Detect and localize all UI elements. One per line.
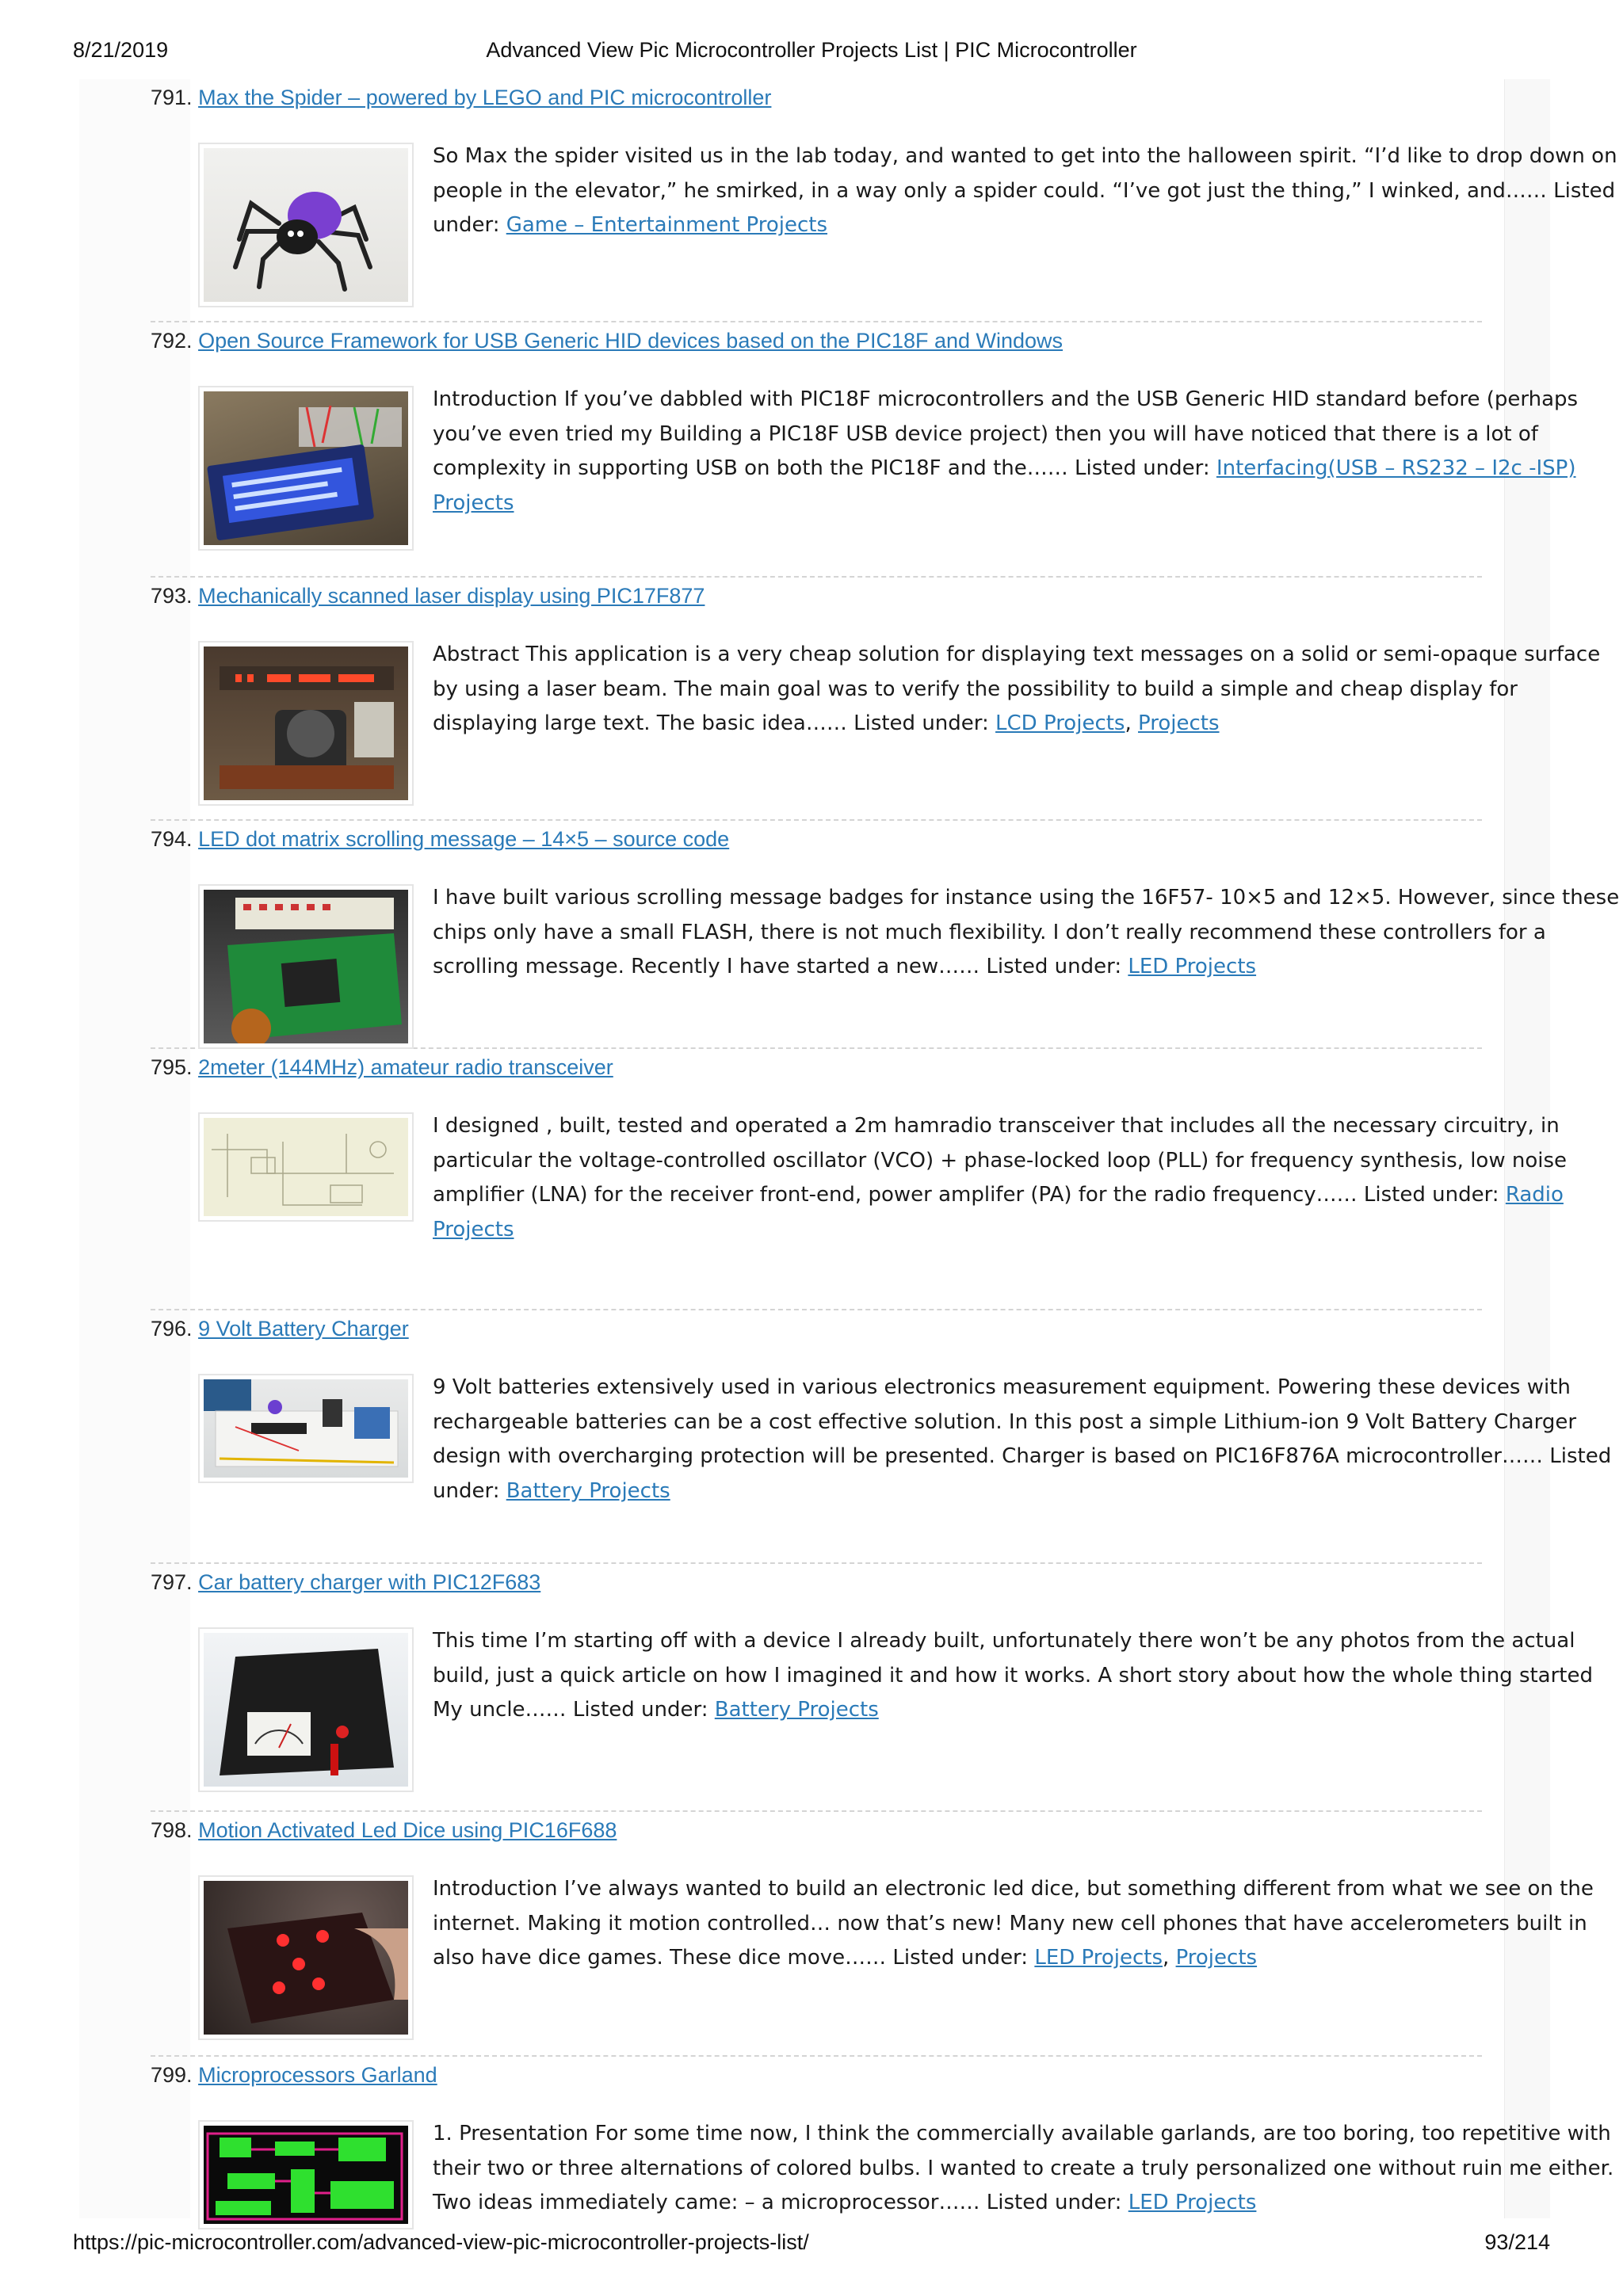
laser-display-photo (204, 646, 408, 800)
project-number: 796. (151, 1317, 193, 1341)
project-thumbnail[interactable] (198, 2120, 414, 2229)
lcd-breadboard-photo (204, 391, 408, 545)
listed-under-label: Listed under: (433, 1444, 1612, 1503)
project-excerpt: Introduction If you’ve dabbled with PIC18F microcontrollers and the USB Generic HID standard before (perhaps you’ve even tried my Building a PIC18F USB device project) then you will have noticed that there is a lot of complexity in supporting USB on both the PIC18F and the…… (433, 387, 1579, 480)
project-title-line (151, 329, 1063, 353)
project-title-link[interactable]: Open Source Framework for USB Generic HID devices based on the PIC18F and Windows (198, 329, 1064, 353)
project-item (151, 1812, 1594, 2057)
category-link[interactable]: LED Projects (1034, 1946, 1163, 1970)
listed-under-label: Listed under: (1363, 1183, 1499, 1207)
led-matrix-photo (204, 890, 408, 1043)
project-number: 795. (151, 1055, 193, 1079)
project-title-link[interactable]: Microprocessors Garland (198, 2063, 437, 2087)
listed-under-label: Listed under: (986, 955, 1122, 978)
project-title-line (151, 1818, 617, 1843)
listed-under-label: Listed under: (433, 178, 1616, 237)
project-title-line (151, 1055, 613, 1080)
battery-charger-breadboard-photo (204, 1379, 408, 1478)
project-thumbnail[interactable] (198, 386, 414, 551)
project-item (151, 322, 1579, 578)
project-title-link[interactable]: 9 Volt Battery Charger (198, 1317, 409, 1341)
category-link[interactable]: LED Projects (1128, 955, 1257, 978)
radio-schematic (204, 1118, 408, 1216)
project-number: 797. (151, 1570, 193, 1594)
project-title-link[interactable]: Max the Spider – powered by LEGO and PIC microcontroller (198, 86, 772, 109)
project-thumbnail[interactable] (198, 641, 414, 806)
project-description (433, 1109, 1621, 1247)
category-link[interactable]: Battery Projects (714, 1698, 879, 1722)
category-link[interactable]: LED Projects (1128, 2191, 1257, 2214)
project-title-line (151, 1317, 409, 1341)
listed-under-label: Listed under: (986, 2191, 1122, 2214)
project-title-line (151, 827, 729, 852)
project-item (151, 2057, 1614, 2231)
project-description (433, 139, 1621, 243)
project-title-link[interactable]: Mechanically scanned laser display using PIC17F877 (198, 584, 705, 608)
category-link[interactable]: LCD Projects (995, 711, 1125, 735)
project-thumbnail[interactable] (198, 1627, 414, 1792)
project-list (151, 79, 1620, 2231)
project-thumbnail[interactable] (198, 143, 414, 307)
project-excerpt: Introduction I’ve always wanted to build an electronic led dice, but something different from what we see on the internet. Making it motion controlled… now that’s new! Many new cell phones that have accelerometers built in also have dice games. These dice move…… (433, 1877, 1594, 1970)
project-thumbnail[interactable] (198, 1875, 414, 2040)
category-link[interactable]: Projects (1138, 711, 1220, 735)
project-title-link[interactable]: Car battery charger with PIC12F683 (198, 1570, 541, 1594)
project-item (151, 821, 1620, 1049)
category-link[interactable]: Projects (1175, 1946, 1258, 1970)
project-description: Abstract This application is a very cheap solution for displaying text messages on a solid or semi-opaque surface by using a laser beam. The main goal was to verify the possibility to build a simple and cheap display for displaying large text. The basic idea…… Listed under: LCD Projects, Projects (433, 643, 1601, 735)
project-excerpt: I designed , built, tested and operated a 2m hamradio transceiver that includes all the necessary circuitry, in particular the voltage-controlled oscillator (VCO) + phase-locked loop (PLL) for frequency synthesis, low noise amplifier (LNA) for the receiver front-end, power amplifer (PA) for the radio frequency…… (433, 1114, 1568, 1207)
category-link[interactable]: Game – Entertainment Projects (506, 213, 828, 237)
project-number: 793. (151, 584, 193, 608)
project-excerpt: I have built various scrolling message badges for instance using the 16F57- 10×5 and 12×5. However, since these chips only have a small FLASH, there is not much flexibility. I don’t really recommend these controllers for a scrolling message. Recently I have started a new…… (433, 886, 1620, 978)
listed-under-label: Listed under: (892, 1946, 1029, 1970)
project-description: Introduction I’ve always wanted to build an electronic led dice, but something different from what we see on the internet. Making it motion controlled… now that’s new! Many new cell phones that have accelerometers built in also have dice games. These dice move…… Listed under: LED Projects, Projects (433, 1877, 1594, 1970)
led-dice-photo (204, 1881, 408, 2035)
project-item (151, 79, 1617, 322)
footer-url: https://pic-microcontroller.com/advanced-view-pic-microcontroller-projects-list/ (73, 2230, 809, 2254)
category-link[interactable]: Battery Projects (506, 1478, 670, 1503)
project-description (433, 1624, 1621, 1728)
project-excerpt: 1. Presentation For some time now, I think the commercially available garlands, are too boring, too repetitive with their two or three alternations of colored bulbs. I wanted to create a truly personalized one without ruin me either. Two ideas immediately came: – a microprocessor…… (433, 2122, 1614, 2214)
page-number: 93/214 (1484, 2230, 1550, 2254)
project-item (151, 1564, 1593, 1812)
project-excerpt: Abstract This application is a very cheap solution for displaying text messages on a solid or semi-opaque surface by using a laser beam. The main goal was to verify the possibility to build a simple and cheap display for displaying large text. The basic idea…… (433, 643, 1601, 735)
project-item (151, 578, 1601, 821)
project-number: 792. (151, 329, 193, 353)
print-date: 8/21/2019 (73, 38, 169, 62)
project-title-line (151, 1570, 540, 1595)
listed-under-label: Listed under: (1075, 456, 1210, 480)
project-title-link[interactable]: Motion Activated Led Dice using PIC16F688 (198, 1818, 617, 1842)
project-item (151, 1310, 1612, 1564)
project-item (151, 1049, 1568, 1310)
project-number: 798. (151, 1818, 193, 1842)
spider-photo (204, 148, 408, 302)
project-title-line (151, 86, 771, 110)
category-link[interactable]: Radio Projects (433, 1183, 1564, 1241)
project-description (433, 2117, 1621, 2221)
project-number: 794. (151, 827, 193, 851)
pcb-layout (204, 2126, 408, 2224)
page-title: Advanced View Pic Microcontroller Projects List | PIC Microcontroller (486, 38, 1137, 62)
project-title-link[interactable]: LED dot matrix scrolling message – 14×5 – source code (198, 827, 730, 851)
project-description (433, 881, 1621, 985)
project-description (433, 383, 1621, 521)
listed-under-label: Listed under: (572, 1698, 708, 1722)
project-thumbnail[interactable] (198, 1112, 414, 1222)
category-link[interactable]: Interfacing(USB – RS232 – I2c -ISP) Projects (433, 456, 1576, 515)
project-excerpt: 9 Volt batteries extensively used in various electronics measurement equipment. Powering these devices with rechargeable batteries can be a cost effective solution. In this post a simple Lithium-ion 9 Volt Battery Charger design with overcharging protection will be presented. Charger is based on PIC16F876A microcontroller…… (433, 1375, 1577, 1468)
car-charger-box-photo (204, 1633, 408, 1787)
project-number: 791. (151, 86, 193, 109)
project-number: 799. (151, 2063, 193, 2087)
project-title-line (151, 2063, 437, 2088)
listed-under-label: Listed under: (854, 711, 989, 735)
project-title-link[interactable]: 2meter (144MHz) amateur radio transceiver (198, 1055, 613, 1079)
project-thumbnail[interactable] (198, 1374, 414, 1483)
project-title-line (151, 584, 705, 608)
project-thumbnail[interactable] (198, 884, 414, 1049)
project-description (433, 1371, 1621, 1508)
project-excerpt: This time I’m starting off with a device I already built, unfortunately there won’t be any photos from the actual build, just a quick article on how I imagined it and how it works. A short story about how the whole thing started My uncle…… (433, 1629, 1593, 1722)
project-excerpt: So Max the spider visited us in the lab today, and wanted to get into the halloween spirit. “I’d like to drop down on people in the elevator,” he smirked, in a way only a spider could. “I’ve got just the thing,” I winked, and…… (433, 144, 1617, 203)
